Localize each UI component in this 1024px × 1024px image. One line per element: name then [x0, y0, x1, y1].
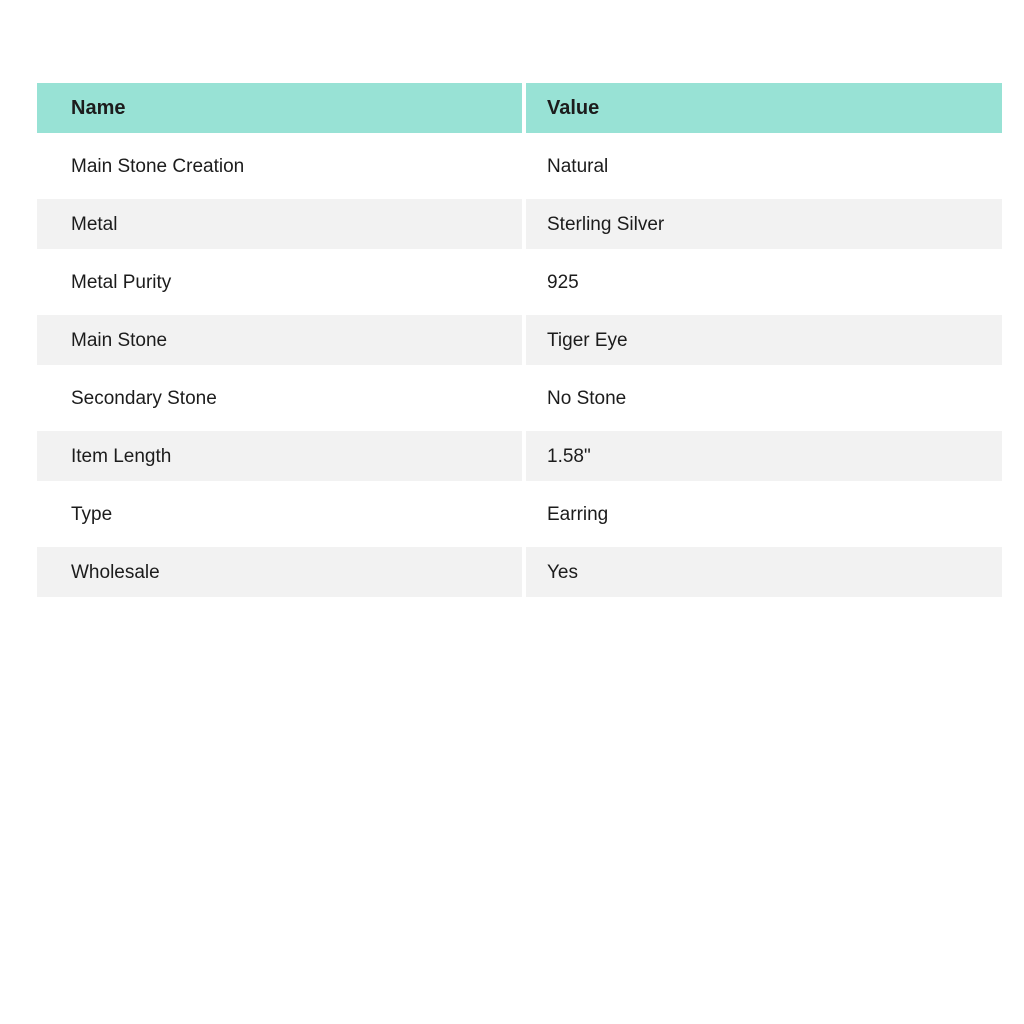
attribute-value: 925 [526, 257, 1002, 307]
table-row [37, 373, 1002, 423]
table-row [37, 489, 1002, 539]
attribute-name: Secondary Stone [37, 373, 522, 423]
table-row [37, 547, 1002, 597]
attribute-value: Earring [526, 489, 1002, 539]
table-row [37, 199, 1002, 249]
attribute-name: Main Stone [37, 315, 522, 365]
attribute-name: Main Stone Creation [37, 141, 522, 191]
table-header-row [37, 83, 1002, 133]
column-header-name: Name [37, 83, 522, 133]
column-header-value: Value [526, 83, 1002, 133]
attribute-value: Yes [526, 547, 1002, 597]
attribute-name: Metal Purity [37, 257, 522, 307]
attribute-value: Natural [526, 141, 1002, 191]
table-row [37, 141, 1002, 191]
attribute-name: Type [37, 489, 522, 539]
attribute-name: Wholesale [37, 547, 522, 597]
attribute-value: No Stone [526, 373, 1002, 423]
attribute-name: Metal [37, 199, 522, 249]
attributes-table [37, 83, 1002, 605]
attribute-name: Item Length [37, 431, 522, 481]
attribute-value: Sterling Silver [526, 199, 1002, 249]
table-row [37, 257, 1002, 307]
table-row [37, 431, 1002, 481]
table-row [37, 315, 1002, 365]
attribute-value: 1.58" [526, 431, 1002, 481]
attribute-value: Tiger Eye [526, 315, 1002, 365]
